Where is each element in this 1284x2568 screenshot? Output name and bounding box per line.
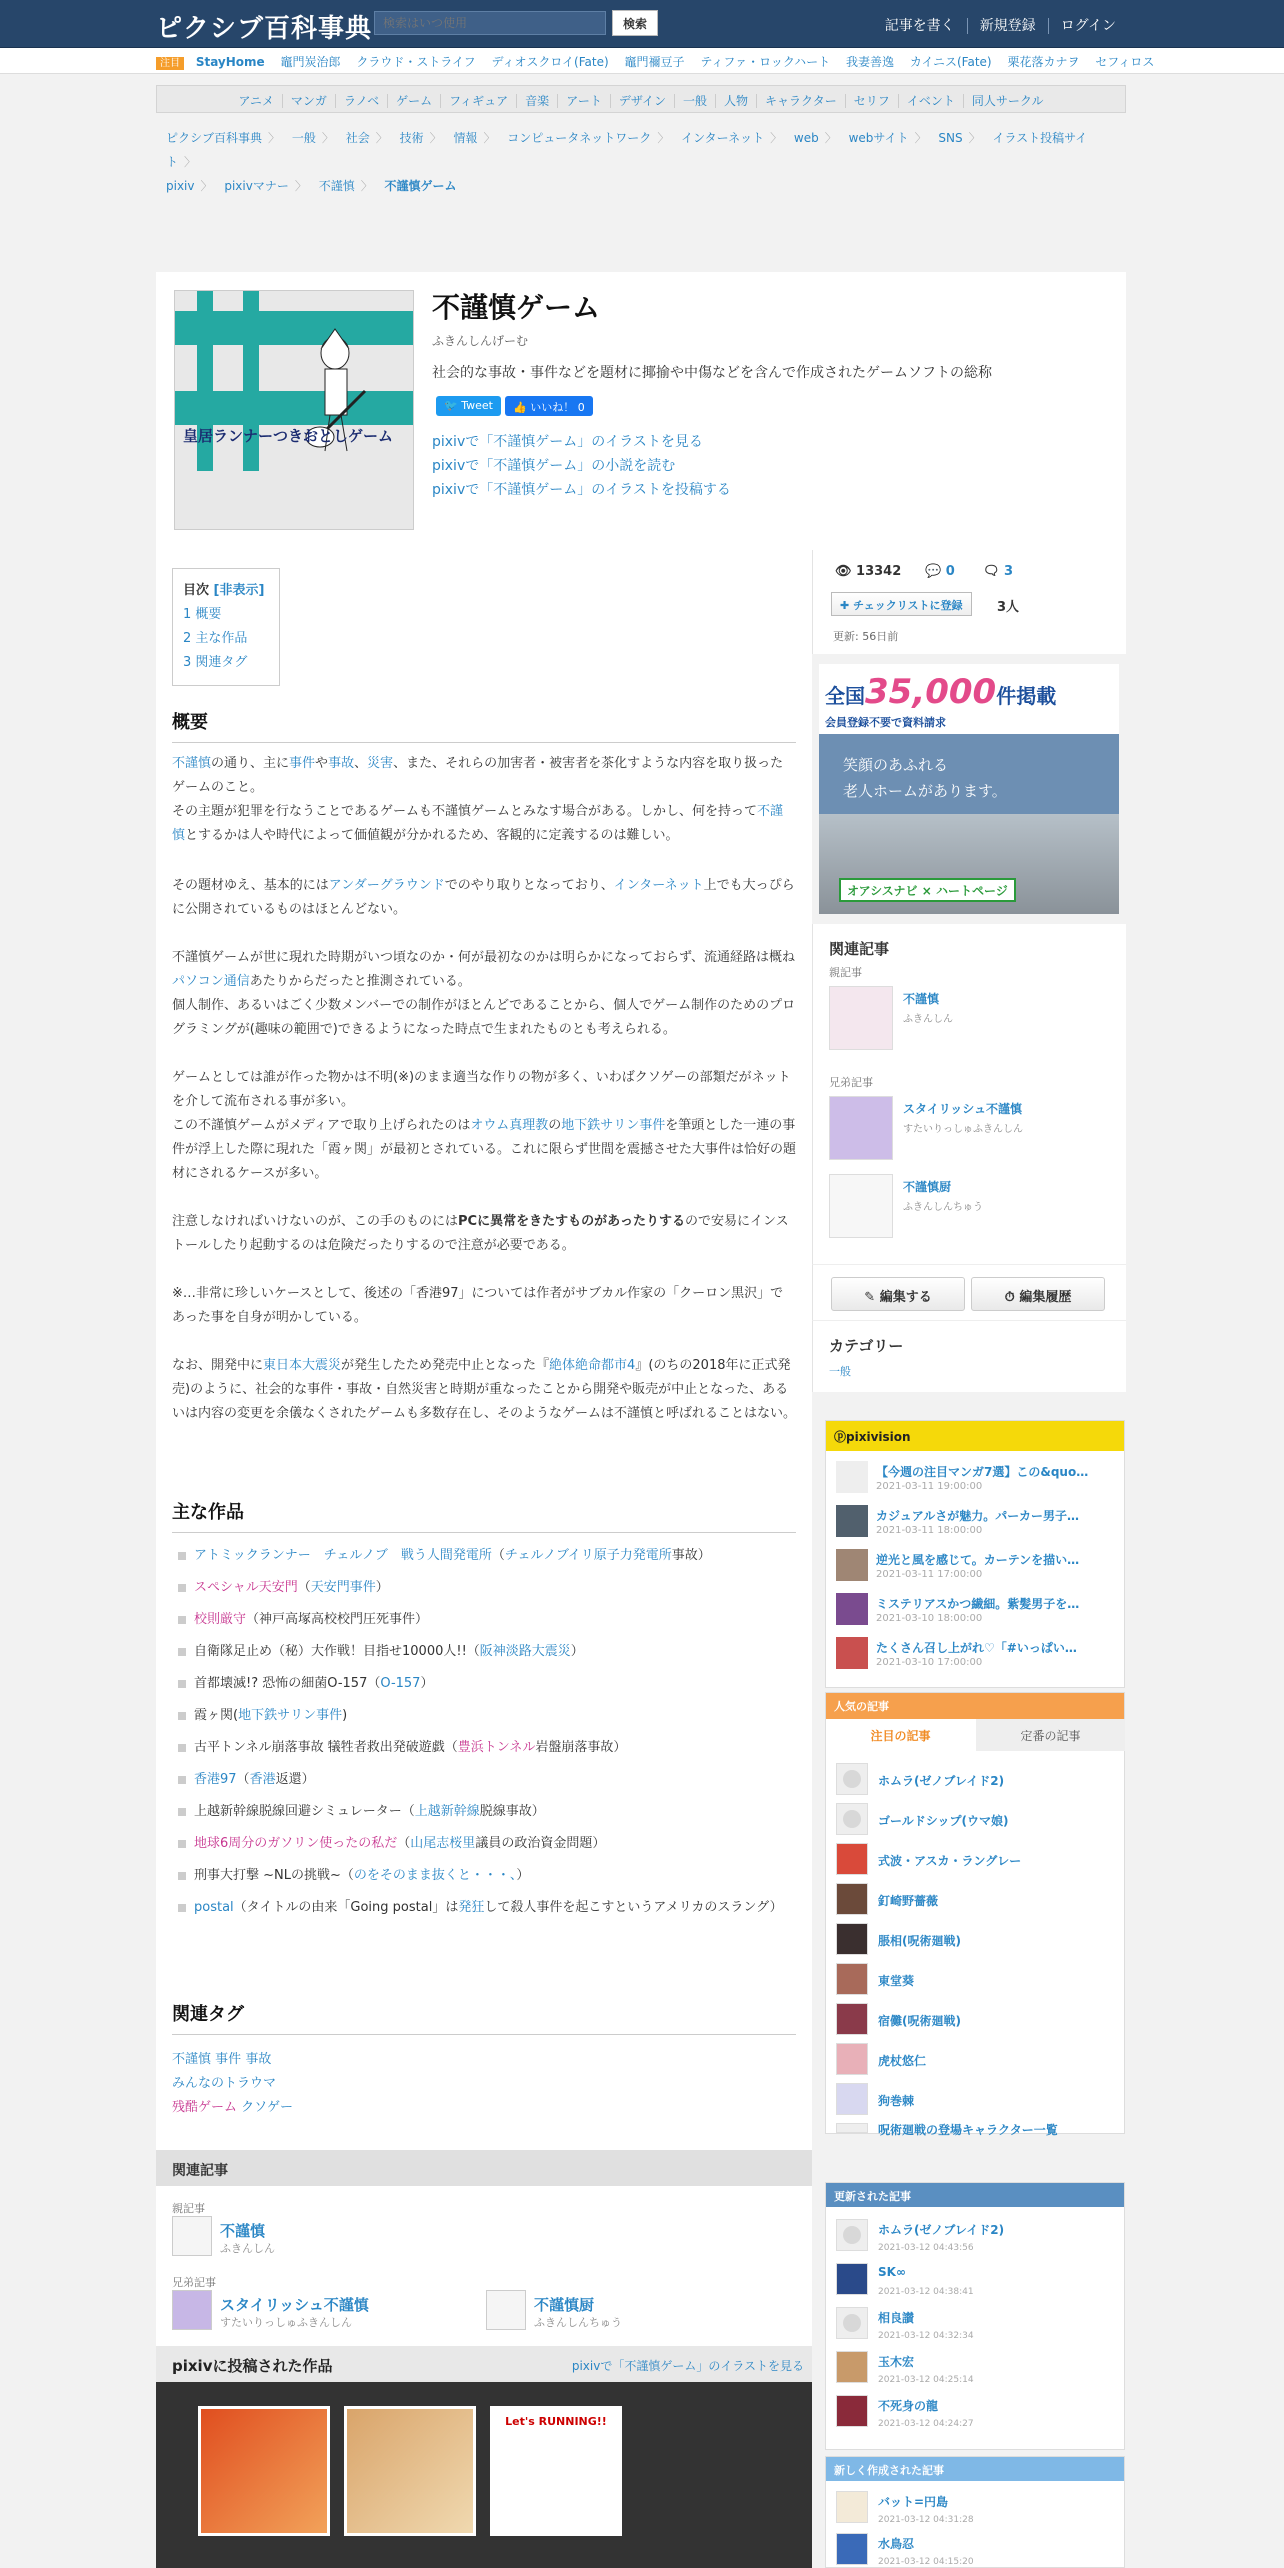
updated-item[interactable]: SK∞ 2021-03-12 04:38:41	[836, 2263, 1116, 2297]
pixivision-item[interactable]: 逆光と風を感じて。カーテンを描い… 2021-03-11 17:00:00	[836, 1549, 1116, 1585]
popular-item[interactable]: 脹相(呪術廻戦)	[836, 1923, 1116, 1957]
site-logo[interactable]: ピクシブ百科事典	[156, 14, 373, 44]
overview-paragraph: 不謹慎ゲームが世に現れた時期がいつ頃なのか・何が最初なのかは明らかになっておらず、流通経路は概ねパソコン通信あたりからだったと推測されている。 個人制作、あるいはごく少数メンバーでの制作がほとんどであることから、個人でゲーム制作のためのプログラミングが(趣味の範囲で)できるようになった時点で生まれたものとも考えられる。	[172, 950, 796, 1037]
login-link[interactable]: ログイン	[1048, 18, 1128, 34]
pixpedia-count[interactable]: 3	[1004, 564, 1014, 579]
inline-link[interactable]: 不謹慎	[172, 756, 212, 771]
toc-item[interactable]: 1 概要	[183, 607, 222, 622]
trending-bar	[0, 48, 1284, 74]
category-link[interactable]: 一般	[829, 1365, 851, 1378]
sidebar-related-link[interactable]: スタイリッシュ不謹慎	[903, 1102, 1023, 1116]
tag-link[interactable]: クソゲー	[241, 2100, 294, 2115]
comment-icon: 💬	[925, 564, 942, 579]
related-article-item[interactable]: 不謹慎 ふきんしん	[172, 2216, 472, 2258]
trending-item[interactable]: クラウド・ストライフ	[356, 55, 476, 69]
toc-item[interactable]: 3 関連タグ	[183, 655, 248, 670]
tab-featured[interactable]: 注目の記事	[826, 1719, 975, 1751]
category-link[interactable]: アニメ	[238, 94, 274, 108]
popular-item[interactable]: ゴールドシップ(ウマ娘)	[836, 1803, 1116, 1837]
breadcrumb-current[interactable]: 不謹慎ゲーム	[384, 179, 457, 193]
facebook-like-button[interactable]: 👍 いいね！ 0	[505, 396, 593, 416]
top-bar	[0, 0, 1284, 48]
pixiv-illust-link[interactable]: pixivで「不謹慎ゲーム」のイラストを見る	[432, 434, 703, 450]
breadcrumb-item[interactable]: ピクシブ百科事典	[166, 131, 263, 145]
popular-item[interactable]: 東堂葵	[836, 1963, 1116, 1997]
breadcrumb-item[interactable]: 不謹慎	[318, 179, 355, 193]
pixpedia-icon: 🗨	[983, 564, 1000, 579]
category-link[interactable]: 音楽	[516, 94, 557, 108]
overview-paragraph: その題材ゆえ、基本的にはアンダーグラウンドでのやり取りとなっており、インターネット上でも大っぴらに公開されているものはほとんどない。	[172, 878, 795, 917]
section-heading-works: 主な作品	[172, 1498, 796, 1533]
breadcrumb-item[interactable]: 一般	[291, 131, 316, 145]
trending-item[interactable]: ティファ・ロックハート	[700, 55, 831, 69]
category-link[interactable]: 一般	[674, 94, 715, 108]
sibling-article-label: 兄弟記事	[172, 2276, 216, 2289]
trending-badge: 注目	[156, 57, 184, 70]
updated-item[interactable]: 相良讃 2021-03-12 04:32:34	[836, 2307, 1116, 2341]
gallery-more-link[interactable]: pixivで「不謹慎ゲーム」のイラストを見る	[571, 2359, 804, 2373]
page-title: 不謹慎ゲーム	[432, 291, 601, 324]
gallery-title: pixivに投稿された作品	[172, 2357, 333, 2375]
category-link[interactable]: アート	[557, 94, 610, 108]
pixivision-box: ⓟpixivision 【今週の注目マンガ7選】この&quo… 2021-03-11 19:00:00 カジュアルさが魅力。パーカー男子… 2021-03-11 18:00:00 逆光と風を感じて。カーテンを描い… 2021-03-11 17:00:00 ミステリアスかつ繊細。紫髪男子を… 2021-03-10 18:00:00 たくさん召し上がれ♡「#いっぱい… 2021-03-10 17:00:00	[825, 1420, 1125, 1688]
trending-item[interactable]: セフィロス	[1095, 55, 1155, 69]
inline-link[interactable]: アンダーグラウンド	[328, 878, 445, 893]
popular-articles-box: 人気の記事 注目の記事 定番の記事 ホムラ(ゼノブレイド2) ゴールドシップ(ウマ娘) 式波・アスカ・ラングレー 釘崎野薔薇 脹相(呪術廻戦) 東堂葵 宿儺(呪術廻戦) 虎杖悠仁 狗巻棘 呪術廻戦の登場キャラクター一覧	[825, 1692, 1125, 2134]
category-link[interactable]: キャラクター	[756, 94, 845, 108]
inline-link[interactable]: 不謹慎	[172, 804, 784, 843]
category-link[interactable]: 同人サークル	[963, 94, 1052, 108]
list-item: 古平トンネル崩落事故 犠牲者救出発破遊戯（豊浜トンネル岩盤崩落事故）	[172, 1736, 796, 1760]
sidebar-related-articles: 関連記事 親記事 不謹慎 ふきんしん 兄弟記事 スタイリッシュ不謹慎 すたいりっしゅふきんしん 不謹慎厨 ふきんしんちゅう	[812, 924, 1126, 1264]
category-link[interactable]: デザイン	[610, 94, 674, 108]
inline-link[interactable]: 事件	[289, 756, 316, 771]
thumbnail-illustration	[175, 291, 414, 530]
trending-item[interactable]: 栗花落カナヲ	[1007, 55, 1080, 69]
tag-link[interactable]: 残酷ゲーム	[172, 2100, 238, 2115]
avatar	[172, 2216, 212, 2256]
trending-item[interactable]: 我妻善逸	[845, 55, 894, 69]
clock-icon: ⏱	[1004, 1290, 1020, 1305]
overview-paragraph: ゲームとしては誰が作った物かは不明(※)のまま適当な作りの物が多く、いわばクソゲーの部類だがネットを介して流布される事が多い。 この不謹慎ゲームがメディアで取り上げられたのはオウム真理教の地下鉄サリン事件を筆頭とした一連の事件が浮上した際に現れた「霞ヶ関」が最初とされている。これに限らず世間を震撼させた大事件は恰好の題材にされるケースが多い。	[172, 1070, 797, 1181]
related-articles-bottom	[156, 2150, 812, 2346]
overview-paragraph: ※…非常に珍しいケースとして、後述の「香港97」については作者がサブカル作家の「クーロン黒沢」であった事を自身が明かしている。	[172, 1286, 784, 1325]
category-box: カテゴリー 一般	[812, 1320, 1126, 1392]
inline-link[interactable]: オウム真理教	[470, 1118, 549, 1133]
avatar	[172, 2290, 212, 2330]
tag-link[interactable]: 不謹慎	[172, 2052, 212, 2067]
pixiv-post-link[interactable]: pixivで「不謹慎ゲーム」のイラストを投稿する	[432, 482, 731, 498]
updated-item[interactable]: 不死身の龍 2021-03-12 04:24:27	[836, 2395, 1116, 2429]
eye-icon: 👁	[835, 564, 852, 579]
thumbs-up-icon: 👍	[513, 401, 531, 414]
checklist-count: 3人	[997, 600, 1020, 615]
list-item: 校則厳守（神戸高塚高校校門圧死事件）	[172, 1608, 796, 1632]
overview-paragraph: 注意しなければいけないのが、この手のものにはPCに異常をきたすものがあったりするので安易にインストールしたり起動するのは危険だったりするので注意が必要である。	[172, 1214, 789, 1253]
avatar[interactable]	[829, 1096, 893, 1160]
list-item: 自衛隊足止め（秘）大作戦！目指せ10000人!!（阪神淡路大震災）	[172, 1640, 796, 1664]
new-articles-box: 新しく作成された記事 バット=円島 2021-03-12 04:31:28 水鳥忍 2021-03-12 04:15:20	[825, 2456, 1125, 2568]
list-item: 霞ヶ関(地下鉄サリン事件)	[172, 1704, 796, 1728]
pencil-icon: ✎	[864, 1290, 880, 1305]
works-list	[172, 1544, 796, 1928]
breadcrumb-item[interactable]: SNS	[938, 131, 963, 145]
pixivision-icon: ⓟ	[834, 1430, 847, 1444]
related-tags	[172, 2048, 293, 2120]
category-link[interactable]: ラノベ	[335, 94, 387, 108]
list-item: 地球6周分のガソリン使ったの私だ（山尾志桜里議員の政治資金問題）	[172, 1832, 796, 1856]
work-thumbnail[interactable]	[198, 2406, 330, 2536]
edit-actions	[812, 1264, 1126, 1320]
tab-standard[interactable]: 定番の記事	[976, 1719, 1125, 1751]
history-button[interactable]: ⏱ 編集履歴	[971, 1277, 1105, 1311]
pixiv-novel-link[interactable]: pixivで「不謹慎ゲーム」の小説を読む	[432, 458, 676, 474]
auth-links	[873, 15, 1128, 35]
inline-link[interactable]: 絶体絶命都市4	[549, 1358, 636, 1373]
breadcrumb-item[interactable]: web	[793, 131, 819, 145]
popular-item[interactable]: 宿儺(呪術廻戦)	[836, 2003, 1116, 2037]
search-button[interactable]: 検索	[612, 10, 658, 36]
updated-item[interactable]: 玉木宏 2021-03-12 04:25:14	[836, 2351, 1116, 2385]
related-article-item[interactable]: 不謹慎厨 ふきんしんちゅう	[486, 2290, 786, 2332]
sidebar-related-link[interactable]: 不謹慎	[903, 992, 940, 1006]
related-article-item[interactable]: スタイリッシュ不謹慎 すたいりっしゅふきんしん	[172, 2290, 472, 2332]
category-link[interactable]: セリフ	[845, 94, 898, 108]
new-article-item[interactable]: バット=円島 2021-03-12 04:31:28	[836, 2491, 1116, 2525]
updated-articles-box: 更新された記事 ホムラ(ゼノブレイド2) 2021-03-12 04:43:56 SK∞ 2021-03-12 04:38:41 相良讃 2021-03-12 04:32:34 玉木宏 2021-03-12 04:25:14 不死身の龍 2021-03-12 04:24:27	[825, 2182, 1125, 2450]
inline-link[interactable]: 東日本大震災	[263, 1358, 342, 1373]
tweet-button[interactable]: 🐦 Tweet	[436, 396, 501, 416]
tag-link[interactable]: みんなのトラウマ	[172, 2076, 277, 2091]
updated-time: 更新: 56日前	[833, 630, 899, 643]
pixivision-item[interactable]: たくさん召し上がれ♡「#いっぱい… 2021-03-10 17:00:00	[836, 1637, 1116, 1673]
breadcrumb-item[interactable]: 社会	[345, 131, 370, 145]
list-item: スペシャル天安門（天安門事件）	[172, 1576, 796, 1600]
trending-item[interactable]: StayHome	[195, 55, 265, 69]
section-heading-overview: 概要	[172, 708, 796, 743]
list-item: 香港97（香港返還）	[172, 1768, 796, 1792]
breadcrumb-item[interactable]: インターネット	[681, 131, 765, 145]
related-articles-heading: 関連記事	[156, 2150, 812, 2186]
breadcrumb: ピクシブ百科事典 〉 一般 〉 社会 〉 技術 〉 情報 〉 コンピュータネットワーク 〉 インターネット 〉 web 〉 webサイト 〉 SNS 〉 イラスト投稿サイト 〉 pixiv 〉 pixivマナー 〉 不謹慎 〉 不謹慎ゲーム	[166, 131, 1088, 193]
twitter-icon: 🐦	[444, 399, 462, 412]
article-body	[156, 550, 812, 2150]
pixiv-works-gallery	[156, 2346, 812, 2568]
popular-item[interactable]: 呪術廻戦の登場キャラクター一覧	[836, 2123, 1116, 2153]
pixiv-links	[432, 430, 731, 502]
breadcrumb-item[interactable]: pixiv	[166, 179, 195, 193]
article-stats	[812, 550, 1126, 654]
breadcrumb-item[interactable]: 技術	[399, 131, 424, 145]
section-heading-tags: 関連タグ	[172, 2000, 796, 2035]
sidebar	[812, 550, 1126, 2568]
category-link[interactable]: イベント	[898, 94, 963, 108]
breadcrumb-item[interactable]: 情報	[453, 131, 478, 145]
category-link[interactable]: ゲーム	[387, 94, 440, 108]
trending-item[interactable]: 竈門禰豆子	[624, 55, 685, 69]
write-article-link[interactable]: 記事を書く	[884, 18, 955, 34]
category-nav	[156, 85, 1126, 113]
thumbnail-caption: 皇居ランナーつきおとしゲーム	[183, 427, 394, 445]
updated-item[interactable]: ホムラ(ゼノブレイド2) 2021-03-12 04:43:56	[836, 2219, 1116, 2253]
avatar	[486, 2290, 526, 2330]
trending-item[interactable]: カイニス(Fate)	[909, 55, 992, 69]
list-item: 上越新幹線脱線回避シミュレーター（上越新幹線脱線事故）	[172, 1800, 796, 1824]
popular-item[interactable]: 虎杖悠仁	[836, 2043, 1116, 2077]
tag-link[interactable]: 事故	[245, 2052, 272, 2067]
list-item: 刑事大打撃 ~NLの挑戦~（のをそのまま抜くと・・・、）	[172, 1864, 796, 1888]
category-link[interactable]: 人物	[715, 94, 756, 108]
work-thumbnail[interactable]: Let's RUNNING!!	[490, 2406, 622, 2536]
popular-item[interactable]: ホムラ(ゼノブレイド2)	[836, 1763, 1116, 1797]
article-header	[156, 272, 1126, 550]
popular-item[interactable]: 式波・アスカ・ラングレー	[836, 1843, 1116, 1877]
overview-paragraph: なお、開発中に東日本大震災が発生したため発売中止となった『絶体絶命都市4』(のちの2018年に正式発売)のように、社会的な事件・事故・自然災害と時期が重なったことから開発や販売が中止となった、あるいは内容の変更を余儀なくされたゲームも多数存在し、そのようなゲームは不謹慎と呼ばれることはない。	[172, 1358, 797, 1421]
parent-article-label: 親記事	[172, 2202, 205, 2215]
edit-button[interactable]: ✎ 編集する	[831, 1277, 965, 1311]
title-reading: ふきんしんげーむ	[432, 334, 529, 348]
sidebar-related-link[interactable]: 不謹慎厨	[903, 1180, 952, 1194]
list-item: postal（タイトルの由来「Going postal」は発狂して殺人事件を起こすというアメリカのスラング）	[172, 1896, 796, 1920]
work-thumbnail[interactable]	[344, 2406, 476, 2536]
list-item: アトミックランナー チェルノブ 戦う人間発電所（チェルノブイリ原子力発電所事故）	[172, 1544, 796, 1568]
inline-link[interactable]: インターネット	[613, 878, 704, 893]
avatar[interactable]	[829, 1174, 893, 1238]
comment-count[interactable]: 0	[945, 564, 955, 579]
sidebar-related-heading: 関連記事	[829, 940, 890, 958]
inline-link[interactable]: 災害	[367, 756, 394, 771]
advertisement-banner[interactable]: 全国35,000件掲載 会員登録不要で資料請求 笑顔のあふれる 老人ホームがあります。 オアシスナビ × ハートページ	[819, 664, 1119, 914]
new-article-item[interactable]: 水鳥忍 2021-03-12 04:15:20	[836, 2533, 1116, 2567]
list-item: 首都壊滅!? 恐怖の細菌O-157（O-157）	[172, 1672, 796, 1696]
pixivision-item[interactable]: カジュアルさが魅力。パーカー男子… 2021-03-11 18:00:00	[836, 1505, 1116, 1541]
pixivision-item[interactable]: ミステリアスかつ繊細。紫髪男子を… 2021-03-10 18:00:00	[836, 1593, 1116, 1629]
category-link[interactable]: フィギュア	[440, 94, 516, 108]
view-count: 13342	[856, 564, 902, 579]
category-link[interactable]: マンガ	[282, 94, 335, 108]
register-link[interactable]: 新規登録	[967, 18, 1048, 34]
inline-link[interactable]: パソコン通信	[172, 974, 250, 989]
tag-link[interactable]: 事件	[215, 2052, 242, 2067]
breadcrumb-item[interactable]: コンピュータネットワーク	[507, 131, 652, 145]
popular-item[interactable]: 釘崎野薔薇	[836, 1883, 1116, 1917]
pixivision-item[interactable]: 【今週の注目マンガ7選】この&quo… 2021-03-11 19:00:00	[836, 1461, 1116, 1497]
avatar[interactable]	[829, 986, 893, 1050]
search-input[interactable]	[374, 11, 606, 35]
article-summary: 社会的な事故・事件などを題材に揶揄や中傷などを含んで作成されたゲームソフトの総称	[432, 365, 992, 381]
toc-title: 目次	[183, 583, 210, 598]
trending-item[interactable]: 竈門炭治郎	[280, 55, 341, 69]
popular-item[interactable]: 狗巻棘	[836, 2083, 1116, 2117]
overview-paragraph: 不謹慎の通り、主に事件や事故、災害、また、それらの加害者・被害者を茶化すような内容を取り扱ったゲームのこと。 その主題が犯罪を行なうことであるゲームも不謹慎ゲームとみなす場合がある。しかし、何を持って不謹慎とするかは人や時代によって価値観が分かれるため、客観的に定義するのは難しい。	[172, 756, 784, 843]
toc-item[interactable]: 2 主な作品	[183, 631, 248, 646]
inline-link[interactable]: 地下鉄サリン事件	[561, 1118, 666, 1133]
breadcrumb-item[interactable]: webサイト	[848, 131, 909, 145]
toc-toggle[interactable]: [非表示]	[213, 583, 265, 598]
breadcrumb-item[interactable]: pixivマナー	[224, 179, 289, 193]
breadcrumb-item[interactable]: イラスト投稿サイト	[166, 131, 1088, 169]
table-of-contents	[172, 568, 280, 686]
article-thumbnail[interactable]	[174, 290, 414, 530]
checklist-button[interactable]: ✚ チェックリストに登録	[831, 592, 972, 616]
inline-link[interactable]: 事故	[328, 756, 355, 771]
trending-item[interactable]: ディオスクロイ(Fate)	[491, 55, 609, 69]
